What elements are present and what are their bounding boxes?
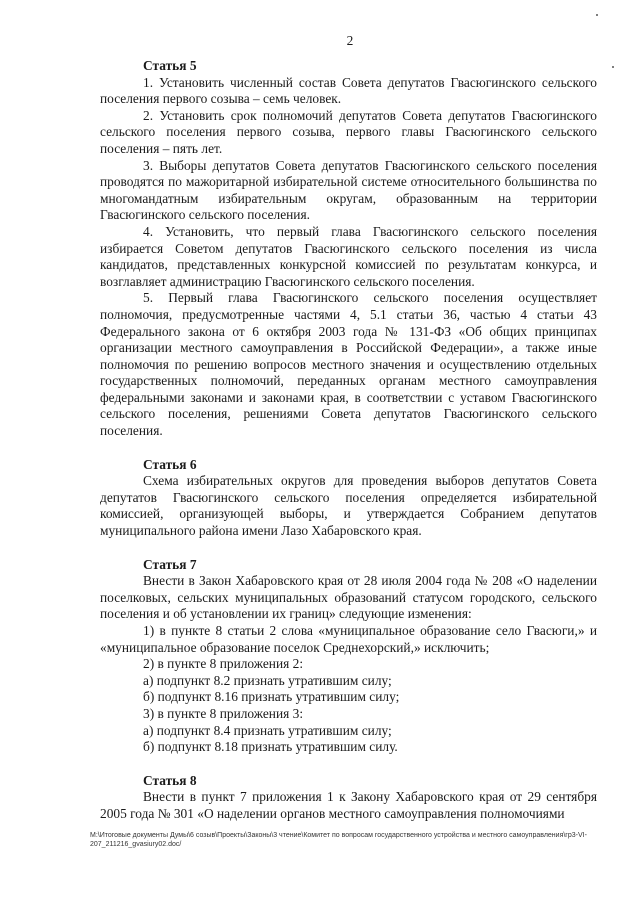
article-7-paragraph-7: а) подпункт 8.4 признать утратившим силу;: [143, 722, 392, 738]
document-body: [100, 58, 597, 823]
article-7-paragraph-8: б) подпункт 8.18 признать утратившим силу.: [143, 739, 398, 755]
scan-speck: [596, 14, 598, 16]
article-5-paragraph-5: 5. Первый глава Гвасюгинского сельского поселения осуществляет полномочия, предусмотренные частями 4, 5.1 статьи 36, частью 4 статьи 43 Федерального закона от 6 октября 2003 года № 131-ФЗ «Об общих принципах организации местного самоуправления в Российской Федерации», а также иные полномочия по решению вопросов местного значения и осуществлению отдельных государственных полномочий, переданных органам местного самоуправления федеральными законами и законами края, в соответствии с уставом Гвасюгинского сельского поселения, решениями Совета депутатов Гвасюгинского сельского поселения.: [100, 290, 597, 439]
article-6-paragraph-1: Схема избирательных округов для проведения выборов депутатов Совета депутатов Гвасюгинского сельского поселения определяется избирательной комиссией, организующей выборы, и утверждается Собранием депутатов муниципального района имени Лазо Хабаровского края.: [100, 473, 597, 539]
article-5-paragraph-4: 4. Установить, что первый глава Гвасюгинского сельского поселения избирается Советом депутатов Гвасюгинского сельского поселения из числа кандидатов, представленных конкурсной комиссией по результатам конкурса, и возглавляет администрацию Гвасюгинского сельского поселения.: [100, 223, 597, 289]
article-7-paragraph-2: 1) в пункте 8 статьи 2 слова «муниципальное образование село Гвасюги,» и «муниципальное образование поселок Среднехорский,» исключить;: [100, 623, 597, 655]
article-7-paragraph-4: а) подпункт 8.2 признать утратившим силу;: [143, 672, 392, 688]
article-8-paragraph-1: Внести в пункт 7 приложения 1 к Закону Хабаровского края от 29 сентября 2005 года № 301 «О наделении органов местного самоуправления полномочиями: [100, 789, 597, 821]
article-7-paragraph-3: 2) в пункте 8 приложения 2:: [143, 656, 304, 672]
article-6-heading: Статья 6: [143, 456, 197, 472]
page-number: 2: [346, 33, 354, 48]
article-7-paragraph-1: Внести в Закон Хабаровского края от 28 июля 2004 года № 208 «О наделении поселковых, сельских муниципальных образований статусом городского, сельского поселения и об установлении их границ» следующие изменения:: [100, 573, 597, 622]
article-5-heading: Статья 5: [143, 58, 197, 73]
article-5-paragraph-3: 3. Выборы депутатов Совета депутатов Гвасюгинского сельского поселения проводятся по мажоритарной избирательной системе относительного большинства по многомандатным избирательным округам, образованным на территории Гвасюгинского сельского поселения.: [100, 157, 597, 223]
article-7-paragraph-5: б) подпункт 8.16 признать утратившим силу;: [143, 689, 400, 705]
footer-file-path: M:\Итоговые документы Думы\6 созыв\Проекты\Законы\3 чтение\Комитет по вопросам государственного устройства и местного самоуправления\гр3-VI-207_211216_gvasiury02.doc/: [90, 832, 587, 848]
article-5-paragraph-2: 2. Установить срок полномочий депутатов Совета депутатов Гвасюгинского сельского поселения первого созыва, первого главы Гвасюгинского сельского поселения – пять лет.: [100, 107, 597, 156]
article-5-paragraph-1: 1. Установить численный состав Совета депутатов Гвасюгинского сельского поселения первого созыва – семь человек.: [100, 74, 597, 107]
scan-speck: [612, 66, 614, 68]
article-7-paragraph-6: 3) в пункте 8 приложения 3:: [143, 705, 304, 721]
article-7-heading: Статья 7: [143, 556, 197, 572]
article-8-heading: Статья 8: [143, 772, 197, 788]
